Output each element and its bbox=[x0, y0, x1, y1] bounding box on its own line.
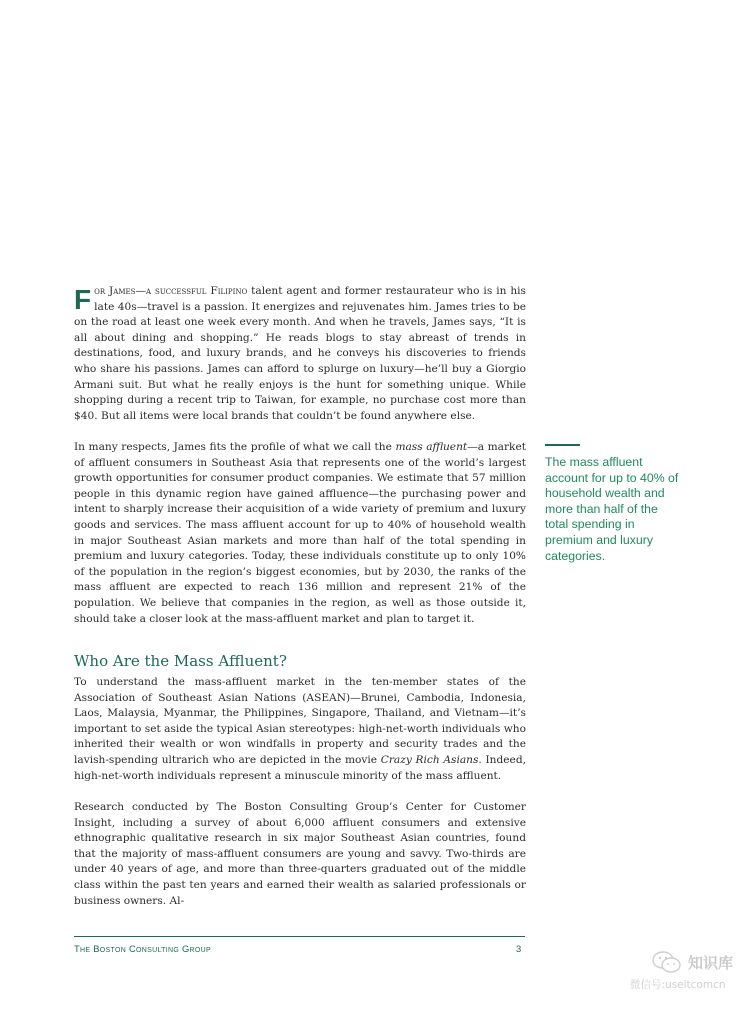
intro-text: talent agent and former restaurateur who is in his late 40s—travel is a passion. It energizes and rejuvenates him. James tries to be on the road at least one week every month. And when he travels, James says, “It is all about dining and shopping.” He reads blogs to stay abreast of trends in destinations, food, and luxury brands, and he conveys his discoveries to friends who share his passions. James can afford to splurge on luxury—he’ll buy a Giorgio Armani suit. But what he really enjoys is the hunt for something unique. While shopping during a recent trip to Taiwan, for example, no purchase cost more than $40. But all items were local brands that couldn’t be found anywhere else. bbox=[74, 285, 526, 422]
section-heading: Who Are the Mass Affluent? bbox=[74, 652, 287, 670]
wechat-icon bbox=[652, 950, 682, 974]
intro-paragraph bbox=[74, 284, 526, 424]
paragraph-text-end: —a market of affluent consumers in Southeast Asia that represents one of the world’s largest growth opportunities for consumer product companies. We estimate that 57 million people in this dynamic region have gained affluence—the purchasing power and intent to sharply increase their acquisition of a wide variety of premium and luxury goods and services. The mass affluent account for up to 40% of household wealth in major Southeast Asian markets and more than half of the total spending in premium and luxury categories. Today, these individuals constitute up to only 10% of the population in the region’s biggest economies, but by 2030, the ranks of the mass affluent are expected to reach 136 million and represent 21% of the population. We believe that companies in the region, as well as those outside it, should take a closer look at the mass-affluent market and plan to target it. bbox=[74, 441, 526, 625]
movie-title: Crazy Rich Asians bbox=[380, 753, 479, 766]
pullquote-rule bbox=[545, 444, 580, 446]
footer-rule bbox=[74, 936, 525, 937]
term-emphasis: mass affluent bbox=[395, 441, 468, 453]
paragraph-text-start: In many respects, James fits the profile of what we call the bbox=[74, 441, 396, 453]
watermark-name: 知识库 bbox=[688, 954, 734, 972]
drop-cap: F bbox=[74, 284, 92, 315]
pullquote: The mass affluent account for up to 40% of household wealth and more than half of the total spending in premium and luxury categories. bbox=[545, 455, 679, 563]
page-number: 3 bbox=[516, 943, 522, 954]
watermark-account: 微信号:useitcomcn bbox=[630, 979, 726, 991]
asean-paragraph bbox=[74, 675, 526, 784]
footer-publisher: The Boston Consulting Group bbox=[74, 943, 211, 954]
paragraph-text-end: . Indeed, high-net-worth individuals represent a minuscule minority of the mass affluent. bbox=[74, 753, 526, 782]
paragraph-text-start: To understand the mass-affluent market in the ten-member states of the Association of Southeast Asian Nations (ASEAN)—Brunei, Cambodia, Indonesia, Laos, Malaysia, Myanmar, the Philippines, Singapore, Thailand, and Vietnam—it’s important to set aside the typical Asian stereotypes: high-net-worth individuals who inherited their wealth or won windfalls in property and security trades and the lavish-spending ultrarich who are depicted in the movie bbox=[74, 676, 526, 766]
mass-affluent-paragraph bbox=[74, 440, 526, 627]
research-paragraph: Research conducted by The Boston Consulting Group’s Center for Customer Insight, including a survey of about 6,000 affluent consumers and extensive ethnographic qualitative research in six major Southeast Asian countries, found that the majority of mass-affluent consumers are young and savvy. Two-thirds are under 40 years of age, and more than three-quarters graduated out of the middle class within the past ten years and earned their wealth as salaried professionals or business owners. Al- bbox=[74, 801, 526, 907]
lead-in-smallcaps: or James—a successful Filipino bbox=[94, 285, 248, 297]
